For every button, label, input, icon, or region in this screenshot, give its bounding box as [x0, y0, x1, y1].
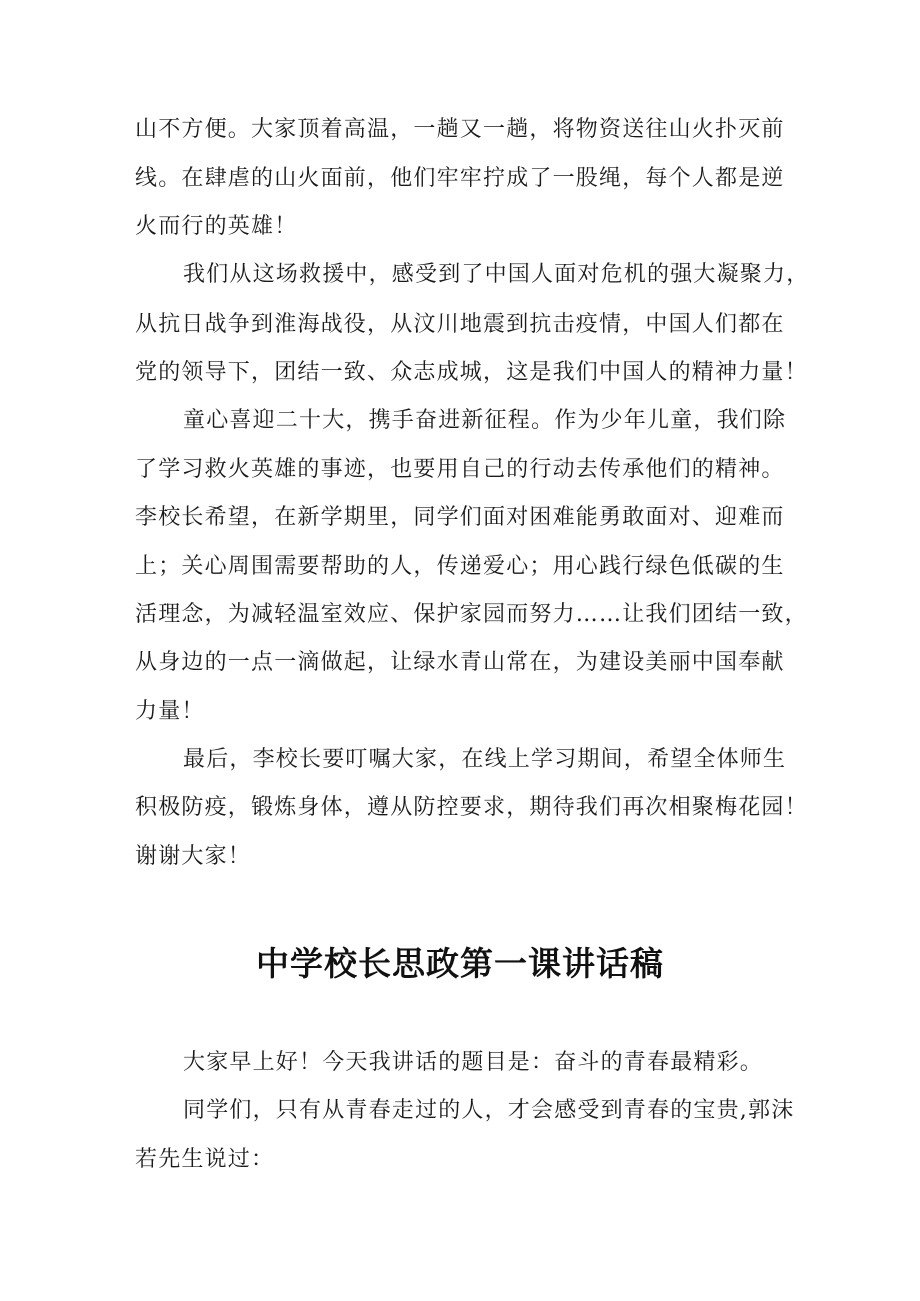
paragraph-line: 上；关心周围需要帮助的人，传递爱心；用心践行绿色低碳的生 [135, 554, 785, 579]
paragraph-line: 我们从这场救援中，感受到了中国人面对危机的强大凝聚力， [183, 262, 810, 287]
paragraph-line: 党的领导下，团结一致、众志成城，这是我们中国人的精神力量！ [135, 360, 808, 385]
paragraph-line: 最后，李校长要叮嘱大家，在线上学习期间，希望全体师生 [183, 747, 787, 772]
paragraph-line: 同学们，只有从青春走过的人，才会感受到青春的宝贵,郭沫 [183, 1098, 795, 1123]
paragraph-line: 若先生说过： [135, 1147, 275, 1172]
paragraph-line: 李校长希望，在新学期里，同学们面对困难能勇敢面对、迎难而 [135, 505, 785, 530]
paragraph-line: 从抗日战争到淮海战役，从汶川地震到抗击疫情，中国人们都在 [135, 312, 785, 337]
paragraph-line: 大家早上好！今天我讲话的题目是：奋斗的青春最精彩。 [183, 1050, 764, 1075]
paragraph-line: 谢谢大家！ [135, 844, 252, 869]
paragraph-line: 力量！ [135, 699, 205, 724]
paragraph-line: 童心喜迎二十大，携手奋进新征程。作为少年儿童，我们除 [183, 408, 787, 433]
section-title: 中学校长思政第一课讲话稿 [256, 944, 664, 983]
paragraph-line: 火而行的英雄！ [135, 214, 298, 239]
paragraph-line: 山不方便。大家顶着高温，一趟又一趟，将物资送往山火扑灭前 [135, 117, 785, 142]
paragraph-line: 从身边的一点一滴做起，让绿水青山常在，为建设美丽中国奉献 [135, 650, 785, 675]
paragraph-line: 积极防疫，锻炼身体，遵从防控要求，期待我们再次相聚梅花园！ [135, 795, 808, 820]
paragraph-line: 活理念，为减轻温室效应、保护家园而努力……让我们团结一致， [135, 602, 808, 627]
paragraph-line: 了学习救火英雄的事迹，也要用自己的行动去传承他们的精神。 [135, 457, 785, 482]
paragraph-line: 线。在肆虐的山火面前，他们牢牢拧成了一股绳，每个人都是逆 [135, 166, 785, 191]
